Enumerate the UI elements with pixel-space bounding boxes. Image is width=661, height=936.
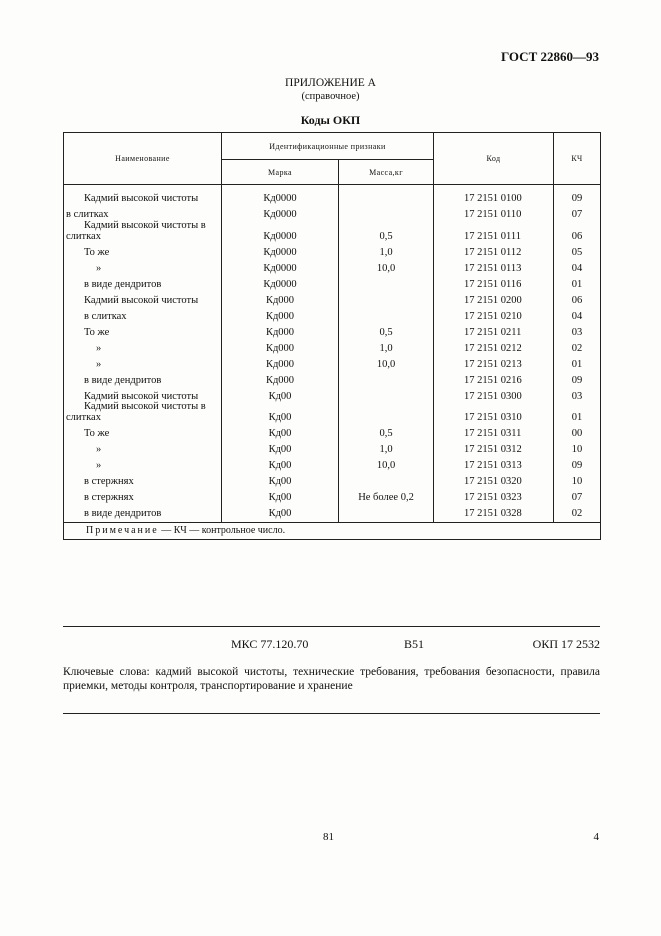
- header-name: Наименование: [64, 133, 222, 185]
- row-mark: Кд00: [222, 472, 339, 488]
- row-name: [64, 370, 222, 386]
- row-code: 17 2151 0310: [434, 402, 554, 423]
- row-kch: 02: [554, 338, 601, 354]
- sheet-number: 4: [593, 831, 599, 843]
- row-mass: 0,5: [339, 424, 434, 440]
- table-row: [64, 258, 601, 274]
- row-name-line: в стержнях: [84, 476, 134, 488]
- row-kch: 09: [554, 370, 601, 386]
- table-row: [64, 290, 601, 306]
- row-kch: 03: [554, 322, 601, 338]
- table-row: [64, 221, 601, 242]
- table-title: Коды ОКП: [300, 113, 361, 127]
- row-name: [64, 338, 222, 354]
- row-name-line: слитках: [66, 412, 101, 424]
- row-name: [64, 258, 222, 274]
- row-mark: Кд0000: [222, 274, 339, 290]
- row-mass: 10,0: [339, 456, 434, 472]
- row-mass: [339, 402, 434, 423]
- divider-bottom: [63, 713, 600, 714]
- row-kch: 01: [554, 354, 601, 370]
- note-label: Примечание: [86, 524, 159, 536]
- table-row: [64, 205, 601, 221]
- row-mark: Кд00: [222, 488, 339, 504]
- row-kch: 10: [554, 440, 601, 456]
- row-mark: Кд00: [222, 504, 339, 523]
- row-name-line: »: [96, 262, 102, 274]
- row-name: [64, 242, 222, 258]
- row-kch: 01: [554, 402, 601, 423]
- row-name-line: Кадмий высокой чистоты: [84, 390, 199, 402]
- row-code: 17 2151 0312: [434, 440, 554, 456]
- header-code: Код: [434, 133, 554, 185]
- row-name: [64, 354, 222, 370]
- row-mass: 10,0: [339, 354, 434, 370]
- row-code: 17 2151 0110: [434, 205, 554, 221]
- row-name: [64, 221, 222, 242]
- keywords: Ключевые слова: кадмий высокой чистоты, технические требования, требования безопасности, правила приемки, методы контроля, транспортирование и хранение: [63, 666, 600, 692]
- row-mark: Кд0000: [222, 205, 339, 221]
- row-name-line: в слитках: [84, 310, 127, 322]
- row-name: [64, 185, 222, 206]
- standard-number: ГОСТ 22860—93: [500, 49, 599, 64]
- header-identification: Идентификационные признаки: [222, 133, 434, 160]
- row-code: 17 2151 0213: [434, 354, 554, 370]
- table-row: [64, 274, 601, 290]
- table-row: [64, 402, 601, 423]
- mks-code: МКС 77.120.70: [231, 637, 309, 651]
- row-mark: Кд00: [222, 402, 339, 423]
- row-kch: 07: [554, 488, 601, 504]
- row-code: 17 2151 0113: [434, 258, 554, 274]
- header-mark: Марка: [222, 160, 339, 185]
- row-code: 17 2151 0210: [434, 306, 554, 322]
- row-mark: Кд00: [222, 386, 339, 402]
- table-row: [64, 424, 601, 440]
- row-code: 17 2151 0100: [434, 185, 554, 206]
- row-mass: [339, 370, 434, 386]
- row-name-line: в стержнях: [84, 492, 134, 504]
- row-code: 17 2151 0320: [434, 472, 554, 488]
- row-name: [64, 322, 222, 338]
- row-code: 17 2151 0323: [434, 488, 554, 504]
- row-name-line: »: [96, 342, 102, 354]
- row-mark: Кд0000: [222, 185, 339, 206]
- header-kch: КЧ: [554, 133, 601, 185]
- row-name: [64, 402, 222, 423]
- row-code: 17 2151 0211: [434, 322, 554, 338]
- row-mark: Кд0000: [222, 258, 339, 274]
- row-name: [64, 424, 222, 440]
- table-row: [64, 488, 601, 504]
- row-name-line: То же: [84, 326, 110, 338]
- row-mass: [339, 274, 434, 290]
- row-code: 17 2151 0112: [434, 242, 554, 258]
- divider-top: [63, 626, 600, 627]
- row-code: 17 2151 0216: [434, 370, 554, 386]
- row-name: [64, 440, 222, 456]
- row-name-line: в виде дендритов: [84, 278, 162, 290]
- table-row: [64, 354, 601, 370]
- row-kch: 00: [554, 424, 601, 440]
- row-mark: Кд0000: [222, 242, 339, 258]
- row-kch: 10: [554, 472, 601, 488]
- row-name: [64, 472, 222, 488]
- table-row: [64, 472, 601, 488]
- row-mark: Кд000: [222, 322, 339, 338]
- row-mark: Кд000: [222, 338, 339, 354]
- row-kch: 07: [554, 205, 601, 221]
- row-code: 17 2151 0328: [434, 504, 554, 523]
- row-mark: Кд000: [222, 290, 339, 306]
- row-mark: Кд00: [222, 456, 339, 472]
- appendix-title: ПРИЛОЖЕНИЕ А: [285, 77, 376, 89]
- table-row: [64, 440, 601, 456]
- row-name-line: слитках: [66, 230, 101, 242]
- row-kch: 06: [554, 290, 601, 306]
- row-kch: 05: [554, 242, 601, 258]
- row-name-line: То же: [84, 246, 110, 258]
- table-row: [64, 322, 601, 338]
- group-code: B51: [404, 637, 425, 651]
- note-text: — КЧ — контрольное число.: [161, 524, 286, 536]
- row-name-line: в виде дендритов: [84, 508, 162, 520]
- row-mass: 0,5: [339, 322, 434, 338]
- table-row: [64, 504, 601, 523]
- table-row: [64, 185, 601, 206]
- table-row: [64, 370, 601, 386]
- row-kch: 04: [554, 306, 601, 322]
- row-kch: 06: [554, 221, 601, 242]
- row-kch: 09: [554, 185, 601, 206]
- row-kch: 09: [554, 456, 601, 472]
- row-mass: 10,0: [339, 258, 434, 274]
- appendix-subtitle: (справочное): [301, 91, 360, 102]
- header-mass: Масса,кг: [339, 160, 434, 185]
- row-mark: Кд0000: [222, 221, 339, 242]
- table-row: [64, 338, 601, 354]
- row-name-line: Кадмий высокой чистоты: [84, 193, 199, 205]
- row-name-line: То же: [84, 428, 110, 440]
- row-name: [64, 205, 222, 221]
- page-number: 81: [323, 831, 334, 843]
- row-mass: [339, 386, 434, 402]
- row-code: 17 2151 0212: [434, 338, 554, 354]
- row-mass: Не более 0,2: [339, 488, 434, 504]
- row-mass: 1,0: [339, 338, 434, 354]
- row-name-line: Кадмий высокой чистоты: [84, 294, 199, 306]
- row-mass: [339, 290, 434, 306]
- row-name: [64, 306, 222, 322]
- row-name-line: Кадмий высокой чистоты в: [84, 220, 206, 231]
- row-mass: [339, 504, 434, 523]
- row-name-line: в виде дендритов: [84, 374, 162, 386]
- row-code: 17 2151 0200: [434, 290, 554, 306]
- row-mass: 1,0: [339, 440, 434, 456]
- row-code: 17 2151 0300: [434, 386, 554, 402]
- row-name-line: »: [96, 444, 102, 456]
- row-code: 17 2151 0313: [434, 456, 554, 472]
- row-mark: Кд000: [222, 306, 339, 322]
- row-name-line: »: [96, 358, 102, 370]
- row-name-line: »: [96, 460, 102, 472]
- row-mass: 1,0: [339, 242, 434, 258]
- row-code: 17 2151 0116: [434, 274, 554, 290]
- row-mark: Кд000: [222, 354, 339, 370]
- row-code: 17 2151 0311: [434, 424, 554, 440]
- row-kch: 03: [554, 386, 601, 402]
- row-name: [64, 504, 222, 523]
- row-mass: [339, 472, 434, 488]
- row-mark: Кд00: [222, 440, 339, 456]
- row-name: [64, 274, 222, 290]
- row-mark: Кд00: [222, 424, 339, 440]
- row-mass: [339, 205, 434, 221]
- table-row: [64, 386, 601, 402]
- row-mark: Кд000: [222, 370, 339, 386]
- table-note: [64, 522, 601, 539]
- row-kch: 01: [554, 274, 601, 290]
- row-name: [64, 290, 222, 306]
- okp-code: ОКП 17 2532: [532, 637, 600, 651]
- row-kch: 04: [554, 258, 601, 274]
- row-mass: [339, 306, 434, 322]
- row-name-line: в слитках: [66, 209, 109, 221]
- row-mass: 0,5: [339, 221, 434, 242]
- table-row: [64, 306, 601, 322]
- row-name-line: Кадмий высокой чистоты в: [84, 401, 206, 413]
- row-name: [64, 488, 222, 504]
- row-kch: 02: [554, 504, 601, 523]
- table-row: [64, 242, 601, 258]
- row-mass: [339, 185, 434, 206]
- okp-codes-table: [63, 132, 601, 540]
- row-name: [64, 456, 222, 472]
- table-row: [64, 456, 601, 472]
- row-code: 17 2151 0111: [434, 221, 554, 242]
- row-name: [64, 386, 222, 402]
